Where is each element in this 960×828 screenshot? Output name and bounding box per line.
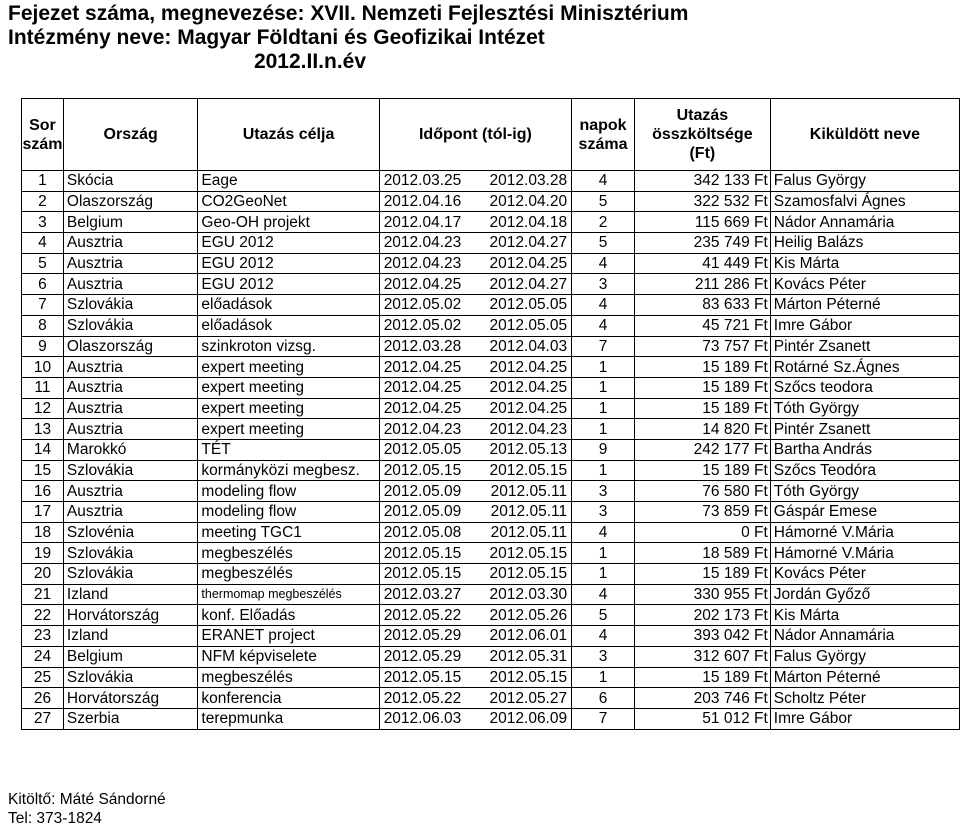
row-days: 4 bbox=[572, 171, 635, 192]
row-country: Szlovákia bbox=[63, 564, 198, 585]
row-period bbox=[379, 233, 571, 254]
row-number: 1 bbox=[22, 171, 64, 192]
row-date-from: 2012.04.23 bbox=[383, 234, 462, 252]
row-number: 16 bbox=[22, 481, 64, 502]
table-row bbox=[22, 626, 960, 647]
row-period bbox=[379, 377, 571, 398]
row-person: Hámorné V.Mária bbox=[770, 543, 959, 564]
row-date-to: 2012.04.25 bbox=[489, 379, 568, 397]
row-date-from: 2012.05.09 bbox=[383, 503, 462, 521]
row-period bbox=[379, 522, 571, 543]
col-header-cost: Utazás összköltsége (Ft) bbox=[634, 99, 770, 171]
row-country: Szlovákia bbox=[63, 315, 198, 336]
row-cost: 76 580 Ft bbox=[634, 481, 770, 502]
row-cost: 312 607 Ft bbox=[634, 646, 770, 667]
row-cost: 211 286 Ft bbox=[634, 274, 770, 295]
row-date-to: 2012.04.18 bbox=[489, 213, 568, 231]
row-period bbox=[379, 212, 571, 233]
row-period bbox=[379, 419, 571, 440]
row-date-from: 2012.05.15 bbox=[383, 668, 462, 686]
row-country: Belgium bbox=[63, 646, 198, 667]
row-country: Ausztria bbox=[63, 357, 198, 378]
row-person: Kovács Péter bbox=[770, 564, 959, 585]
row-days: 1 bbox=[572, 377, 635, 398]
row-person: Imre Gábor bbox=[770, 315, 959, 336]
row-purpose: előadások bbox=[198, 315, 379, 336]
row-purpose: EGU 2012 bbox=[198, 253, 379, 274]
row-purpose: előadások bbox=[198, 295, 379, 316]
row-period bbox=[379, 295, 571, 316]
row-date-from: 2012.05.08 bbox=[383, 524, 462, 542]
row-person: Tóth György bbox=[770, 398, 959, 419]
row-purpose: terepmunka bbox=[198, 708, 379, 729]
row-days: 7 bbox=[572, 708, 635, 729]
row-person: Pintér Zsanett bbox=[770, 336, 959, 357]
row-purpose: expert meeting bbox=[198, 398, 379, 419]
row-period bbox=[379, 460, 571, 481]
row-cost: 51 012 Ft bbox=[634, 708, 770, 729]
row-date-to: 2012.04.23 bbox=[489, 420, 568, 438]
row-country: Ausztria bbox=[63, 419, 198, 440]
row-period bbox=[379, 439, 571, 460]
row-period bbox=[379, 543, 571, 564]
row-country: Marokkó bbox=[63, 439, 198, 460]
row-person: Nádor Annamária bbox=[770, 626, 959, 647]
row-purpose: expert meeting bbox=[198, 357, 379, 378]
row-date-to: 2012.05.15 bbox=[489, 565, 568, 583]
table-row bbox=[22, 253, 960, 274]
row-date-from: 2012.05.15 bbox=[383, 544, 462, 562]
row-date-from: 2012.04.23 bbox=[383, 255, 462, 273]
table-row bbox=[22, 233, 960, 254]
row-period bbox=[379, 191, 571, 212]
table-row bbox=[22, 667, 960, 688]
table-row bbox=[22, 708, 960, 729]
row-person: Kis Márta bbox=[770, 253, 959, 274]
row-period bbox=[379, 564, 571, 585]
row-country: Izland bbox=[63, 626, 198, 647]
row-country: Olaszország bbox=[63, 191, 198, 212]
row-number: 21 bbox=[22, 584, 64, 605]
row-number: 8 bbox=[22, 315, 64, 336]
row-cost: 342 133 Ft bbox=[634, 171, 770, 192]
row-purpose: expert meeting bbox=[198, 377, 379, 398]
row-date-to: 2012.05.11 bbox=[490, 482, 568, 500]
row-cost: 203 746 Ft bbox=[634, 688, 770, 709]
row-days: 7 bbox=[572, 336, 635, 357]
row-purpose: meeting TGC1 bbox=[198, 522, 379, 543]
row-number: 12 bbox=[22, 398, 64, 419]
row-purpose: megbeszélés bbox=[198, 564, 379, 585]
row-date-to: 2012.06.01 bbox=[489, 627, 568, 645]
row-date-to: 2012.04.25 bbox=[489, 358, 568, 376]
row-period bbox=[379, 481, 571, 502]
table-row bbox=[22, 688, 960, 709]
row-country: Ausztria bbox=[63, 502, 198, 523]
row-period bbox=[379, 398, 571, 419]
row-country: Szerbia bbox=[63, 708, 198, 729]
row-person: Szőcs teodora bbox=[770, 377, 959, 398]
table-row bbox=[22, 419, 960, 440]
row-purpose: EGU 2012 bbox=[198, 274, 379, 295]
row-cost: 322 532 Ft bbox=[634, 191, 770, 212]
row-person: Heilig Balázs bbox=[770, 233, 959, 254]
table-header-row bbox=[22, 99, 960, 171]
row-date-from: 2012.04.25 bbox=[383, 275, 462, 293]
row-period bbox=[379, 688, 571, 709]
row-date-from: 2012.04.25 bbox=[383, 358, 462, 376]
row-person: Falus György bbox=[770, 646, 959, 667]
table-row bbox=[22, 191, 960, 212]
table-row bbox=[22, 543, 960, 564]
row-cost: 14 820 Ft bbox=[634, 419, 770, 440]
row-date-from: 2012.04.25 bbox=[383, 399, 462, 417]
table-row bbox=[22, 522, 960, 543]
row-cost: 15 189 Ft bbox=[634, 667, 770, 688]
row-purpose: szinkroton vizsg. bbox=[198, 336, 379, 357]
row-person: Kovács Péter bbox=[770, 274, 959, 295]
row-purpose: thermomap megbeszélés bbox=[198, 584, 379, 605]
table-row bbox=[22, 315, 960, 336]
row-person: Tóth György bbox=[770, 481, 959, 502]
row-cost: 330 955 Ft bbox=[634, 584, 770, 605]
filler-phone: Tel: 373-1824 bbox=[8, 810, 102, 827]
row-purpose: kormányközi megbesz. bbox=[198, 460, 379, 481]
row-date-from: 2012.05.29 bbox=[383, 648, 462, 666]
row-cost: 15 189 Ft bbox=[634, 398, 770, 419]
table-row bbox=[22, 481, 960, 502]
row-days: 1 bbox=[572, 460, 635, 481]
row-days: 1 bbox=[572, 564, 635, 585]
row-period bbox=[379, 274, 571, 295]
row-cost: 202 173 Ft bbox=[634, 605, 770, 626]
row-date-to: 2012.05.11 bbox=[490, 503, 568, 521]
row-number: 18 bbox=[22, 522, 64, 543]
row-days: 1 bbox=[572, 419, 635, 440]
row-date-from: 2012.03.25 bbox=[383, 172, 462, 190]
row-days: 3 bbox=[572, 646, 635, 667]
row-country: Szlovákia bbox=[63, 295, 198, 316]
row-days: 2 bbox=[572, 212, 635, 233]
row-date-from: 2012.05.29 bbox=[383, 627, 462, 645]
row-date-to: 2012.04.20 bbox=[489, 193, 568, 211]
col-header-period: Időpont (tól-ig) bbox=[379, 99, 571, 171]
row-period bbox=[379, 605, 571, 626]
row-days: 4 bbox=[572, 522, 635, 543]
row-days: 6 bbox=[572, 688, 635, 709]
row-number: 7 bbox=[22, 295, 64, 316]
row-country: Olaszország bbox=[63, 336, 198, 357]
row-date-to: 2012.05.26 bbox=[489, 606, 568, 624]
row-days: 3 bbox=[572, 502, 635, 523]
row-date-to: 2012.05.05 bbox=[489, 296, 568, 314]
row-number: 4 bbox=[22, 233, 64, 254]
row-period bbox=[379, 584, 571, 605]
row-country: Izland bbox=[63, 584, 198, 605]
row-cost: 73 859 Ft bbox=[634, 502, 770, 523]
row-date-to: 2012.05.13 bbox=[489, 441, 568, 459]
row-days: 1 bbox=[572, 667, 635, 688]
row-cost: 73 757 Ft bbox=[634, 336, 770, 357]
row-period bbox=[379, 646, 571, 667]
row-date-from: 2012.05.09 bbox=[383, 482, 462, 500]
col-header-country: Ország bbox=[63, 99, 198, 171]
row-days: 1 bbox=[572, 543, 635, 564]
row-period bbox=[379, 336, 571, 357]
row-country: Belgium bbox=[63, 212, 198, 233]
row-cost: 15 189 Ft bbox=[634, 460, 770, 481]
row-days: 1 bbox=[572, 398, 635, 419]
row-date-from: 2012.03.28 bbox=[383, 337, 462, 355]
row-period bbox=[379, 357, 571, 378]
row-days: 4 bbox=[572, 584, 635, 605]
row-purpose: ERANET project bbox=[198, 626, 379, 647]
row-period bbox=[379, 502, 571, 523]
row-days: 5 bbox=[572, 605, 635, 626]
row-number: 11 bbox=[22, 377, 64, 398]
row-purpose: EGU 2012 bbox=[198, 233, 379, 254]
row-person: Gáspár Emese bbox=[770, 502, 959, 523]
row-period bbox=[379, 253, 571, 274]
row-cost: 242 177 Ft bbox=[634, 439, 770, 460]
table-row bbox=[22, 502, 960, 523]
row-person: Hámorné V.Mária bbox=[770, 522, 959, 543]
row-purpose: konferencia bbox=[198, 688, 379, 709]
table-row bbox=[22, 295, 960, 316]
row-date-from: 2012.05.15 bbox=[383, 461, 462, 479]
row-cost: 393 042 Ft bbox=[634, 626, 770, 647]
row-country: Ausztria bbox=[63, 253, 198, 274]
row-cost: 0 Ft bbox=[634, 522, 770, 543]
col-header-number: Sor szám bbox=[22, 99, 64, 171]
row-country: Szlovákia bbox=[63, 543, 198, 564]
row-country: Szlovákia bbox=[63, 460, 198, 481]
table-row bbox=[22, 377, 960, 398]
row-date-to: 2012.04.25 bbox=[489, 399, 568, 417]
row-date-from: 2012.04.17 bbox=[383, 213, 462, 231]
table-row bbox=[22, 605, 960, 626]
row-cost: 235 749 Ft bbox=[634, 233, 770, 254]
row-date-to: 2012.04.27 bbox=[489, 275, 568, 293]
row-number: 25 bbox=[22, 667, 64, 688]
table-row bbox=[22, 564, 960, 585]
row-person: Szőcs Teodóra bbox=[770, 460, 959, 481]
row-cost: 15 189 Ft bbox=[634, 357, 770, 378]
row-days: 4 bbox=[572, 295, 635, 316]
row-period bbox=[379, 667, 571, 688]
row-number: 3 bbox=[22, 212, 64, 233]
row-date-from: 2012.03.27 bbox=[383, 586, 462, 604]
filler-name: Kitöltő: Máté Sándorné bbox=[8, 791, 166, 808]
row-country: Ausztria bbox=[63, 481, 198, 502]
row-number: 2 bbox=[22, 191, 64, 212]
row-days: 5 bbox=[572, 191, 635, 212]
row-date-from: 2012.04.25 bbox=[383, 379, 462, 397]
row-number: 5 bbox=[22, 253, 64, 274]
row-purpose: modeling flow bbox=[198, 481, 379, 502]
row-person: Scholtz Péter bbox=[770, 688, 959, 709]
row-period bbox=[379, 708, 571, 729]
row-period bbox=[379, 171, 571, 192]
row-purpose: megbeszélés bbox=[198, 667, 379, 688]
row-date-to: 2012.04.25 bbox=[489, 255, 568, 273]
row-country: Horvátország bbox=[63, 688, 198, 709]
row-purpose: megbeszélés bbox=[198, 543, 379, 564]
row-cost: 18 589 Ft bbox=[634, 543, 770, 564]
table-row bbox=[22, 646, 960, 667]
row-cost: 45 721 Ft bbox=[634, 315, 770, 336]
travel-table bbox=[21, 98, 960, 730]
row-person: Márton Péterné bbox=[770, 667, 959, 688]
row-number: 20 bbox=[22, 564, 64, 585]
row-date-to: 2012.04.27 bbox=[489, 234, 568, 252]
row-days: 3 bbox=[572, 274, 635, 295]
row-date-from: 2012.05.05 bbox=[383, 441, 462, 459]
row-purpose: expert meeting bbox=[198, 419, 379, 440]
row-number: 24 bbox=[22, 646, 64, 667]
table-row bbox=[22, 584, 960, 605]
row-person: Bartha András bbox=[770, 439, 959, 460]
row-number: 15 bbox=[22, 460, 64, 481]
row-number: 27 bbox=[22, 708, 64, 729]
row-days: 4 bbox=[572, 315, 635, 336]
row-purpose: TÉT bbox=[198, 439, 379, 460]
table-row bbox=[22, 274, 960, 295]
row-purpose: Geo-OH projekt bbox=[198, 212, 379, 233]
row-date-to: 2012.03.28 bbox=[489, 172, 568, 190]
row-cost: 15 189 Ft bbox=[634, 377, 770, 398]
row-number: 23 bbox=[22, 626, 64, 647]
row-date-to: 2012.05.15 bbox=[489, 461, 568, 479]
row-date-to: 2012.05.15 bbox=[489, 544, 568, 562]
row-date-to: 2012.05.11 bbox=[490, 524, 568, 542]
chapter-title: Fejezet száma, megnevezése: XVII. Nemzeti Fejlesztési Minisztérium bbox=[8, 2, 689, 25]
row-number: 13 bbox=[22, 419, 64, 440]
row-date-to: 2012.06.09 bbox=[489, 710, 568, 728]
row-days: 3 bbox=[572, 481, 635, 502]
row-number: 6 bbox=[22, 274, 64, 295]
table-row bbox=[22, 398, 960, 419]
row-date-from: 2012.05.02 bbox=[383, 317, 462, 335]
row-date-from: 2012.04.23 bbox=[383, 420, 462, 438]
row-country: Ausztria bbox=[63, 377, 198, 398]
row-person: Jordán Győző bbox=[770, 584, 959, 605]
row-date-to: 2012.05.05 bbox=[489, 317, 568, 335]
row-purpose: NFM képviselete bbox=[198, 646, 379, 667]
row-purpose: Eage bbox=[198, 171, 379, 192]
col-header-purpose: Utazás célja bbox=[198, 99, 379, 171]
period-label: 2012.II.n.év bbox=[253, 50, 367, 73]
row-purpose: modeling flow bbox=[198, 502, 379, 523]
row-days: 1 bbox=[572, 357, 635, 378]
row-number: 17 bbox=[22, 502, 64, 523]
row-period bbox=[379, 626, 571, 647]
table-row bbox=[22, 171, 960, 192]
row-country: Ausztria bbox=[63, 398, 198, 419]
row-days: 4 bbox=[572, 253, 635, 274]
row-date-from: 2012.06.03 bbox=[383, 710, 462, 728]
row-period bbox=[379, 315, 571, 336]
row-person: Szamosfalvi Ágnes bbox=[770, 191, 959, 212]
row-number: 19 bbox=[22, 543, 64, 564]
row-date-to: 2012.03.30 bbox=[489, 586, 568, 604]
table-row bbox=[22, 439, 960, 460]
row-person: Pintér Zsanett bbox=[770, 419, 959, 440]
row-date-to: 2012.05.31 bbox=[489, 648, 568, 666]
row-person: Falus György bbox=[770, 171, 959, 192]
row-number: 22 bbox=[22, 605, 64, 626]
row-date-to: 2012.05.15 bbox=[489, 668, 568, 686]
row-country: Ausztria bbox=[63, 233, 198, 254]
row-cost: 115 669 Ft bbox=[634, 212, 770, 233]
row-purpose: CO2GeoNet bbox=[198, 191, 379, 212]
row-days: 4 bbox=[572, 626, 635, 647]
table-row bbox=[22, 212, 960, 233]
row-date-from: 2012.05.15 bbox=[383, 565, 462, 583]
row-date-from: 2012.05.22 bbox=[383, 606, 462, 624]
row-date-from: 2012.04.16 bbox=[383, 193, 462, 211]
row-country: Szlovénia bbox=[63, 522, 198, 543]
col-header-person: Kiküldött neve bbox=[770, 99, 959, 171]
row-country: Szlovákia bbox=[63, 667, 198, 688]
row-country: Ausztria bbox=[63, 274, 198, 295]
row-country: Horvátország bbox=[63, 605, 198, 626]
row-cost: 15 189 Ft bbox=[634, 564, 770, 585]
row-number: 26 bbox=[22, 688, 64, 709]
row-cost: 83 633 Ft bbox=[634, 295, 770, 316]
row-person: Márton Péterné bbox=[770, 295, 959, 316]
row-date-to: 2012.04.03 bbox=[489, 337, 568, 355]
row-person: Kis Márta bbox=[770, 605, 959, 626]
row-cost: 41 449 Ft bbox=[634, 253, 770, 274]
row-country: Skócia bbox=[63, 171, 198, 192]
table-row bbox=[22, 357, 960, 378]
row-date-to: 2012.05.27 bbox=[489, 689, 568, 707]
row-days: 5 bbox=[572, 233, 635, 254]
row-number: 10 bbox=[22, 357, 64, 378]
row-number: 9 bbox=[22, 336, 64, 357]
col-header-days: napok száma bbox=[572, 99, 635, 171]
row-person: Imre Gábor bbox=[770, 708, 959, 729]
row-person: Nádor Annamária bbox=[770, 212, 959, 233]
row-purpose: konf. Előadás bbox=[198, 605, 379, 626]
table-row bbox=[22, 460, 960, 481]
row-person: Rotárné Sz.Ágnes bbox=[770, 357, 959, 378]
row-date-from: 2012.05.22 bbox=[383, 689, 462, 707]
row-days: 9 bbox=[572, 439, 635, 460]
institution-name: Intézmény neve: Magyar Földtani és Geofizikai Intézet bbox=[8, 26, 545, 49]
row-number: 14 bbox=[22, 439, 64, 460]
table-row bbox=[22, 336, 960, 357]
row-date-from: 2012.05.02 bbox=[383, 296, 462, 314]
